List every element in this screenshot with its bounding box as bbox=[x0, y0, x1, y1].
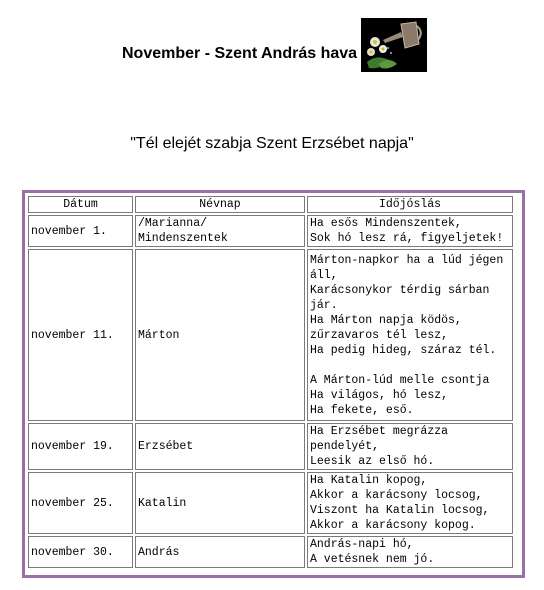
forecast-cell: Ha Erzsébet megrázza pendelyét, Leesik az első hó. bbox=[307, 423, 513, 470]
name-cell: Katalin bbox=[135, 472, 305, 534]
watering-can-flowers-icon bbox=[361, 18, 427, 72]
name-cell: Márton bbox=[135, 249, 305, 421]
forecast-cell: Ha esős Mindenszentek, Sok hó lesz rá, figyeljetek! bbox=[307, 215, 513, 247]
date-cell: november 19. bbox=[28, 423, 133, 470]
column-header-forecast: Időjóslás bbox=[307, 196, 513, 213]
table-header-row bbox=[28, 196, 513, 213]
date-cell: november 11. bbox=[28, 249, 133, 421]
page-title: November - Szent András hava bbox=[122, 45, 358, 62]
forecast-cell: Ha Katalin kopog, Akkor a karácsony locsog, Viszont ha Katalin locsog, Akkor a karácsony kopog. bbox=[307, 472, 513, 534]
table-row bbox=[28, 215, 513, 247]
name-cell: Erzsébet bbox=[135, 423, 305, 470]
column-header-nameday: Névnap bbox=[135, 196, 305, 213]
date-cell: november 1. bbox=[28, 215, 133, 247]
name-cell: /Marianna/ Mindenszentek bbox=[135, 215, 305, 247]
forecast-cell: Márton-napkor ha a lúd jégen áll, Karácsonykor térdig sárban jár. Ha Márton napja ködös, zűrzavaros tél lesz, Ha pedig hideg, száraz tél. A Márton-lúd melle csontja Ha világos, hó lesz, Ha fekete, eső. bbox=[307, 249, 513, 421]
date-cell: november 25. bbox=[28, 472, 133, 534]
name-cell: András bbox=[135, 536, 305, 568]
table-row bbox=[28, 536, 513, 568]
column-header-date: Dátum bbox=[28, 196, 133, 213]
date-cell: november 30. bbox=[28, 536, 133, 568]
nameday-table bbox=[26, 194, 515, 570]
table-row bbox=[28, 472, 513, 534]
table-row bbox=[28, 423, 513, 470]
forecast-cell: András-napi hó, A vetésnek nem jó. bbox=[307, 536, 513, 568]
table-row bbox=[28, 249, 513, 421]
quote-text: "Tél elejét szabja Szent Erzsébet napja" bbox=[130, 135, 414, 152]
